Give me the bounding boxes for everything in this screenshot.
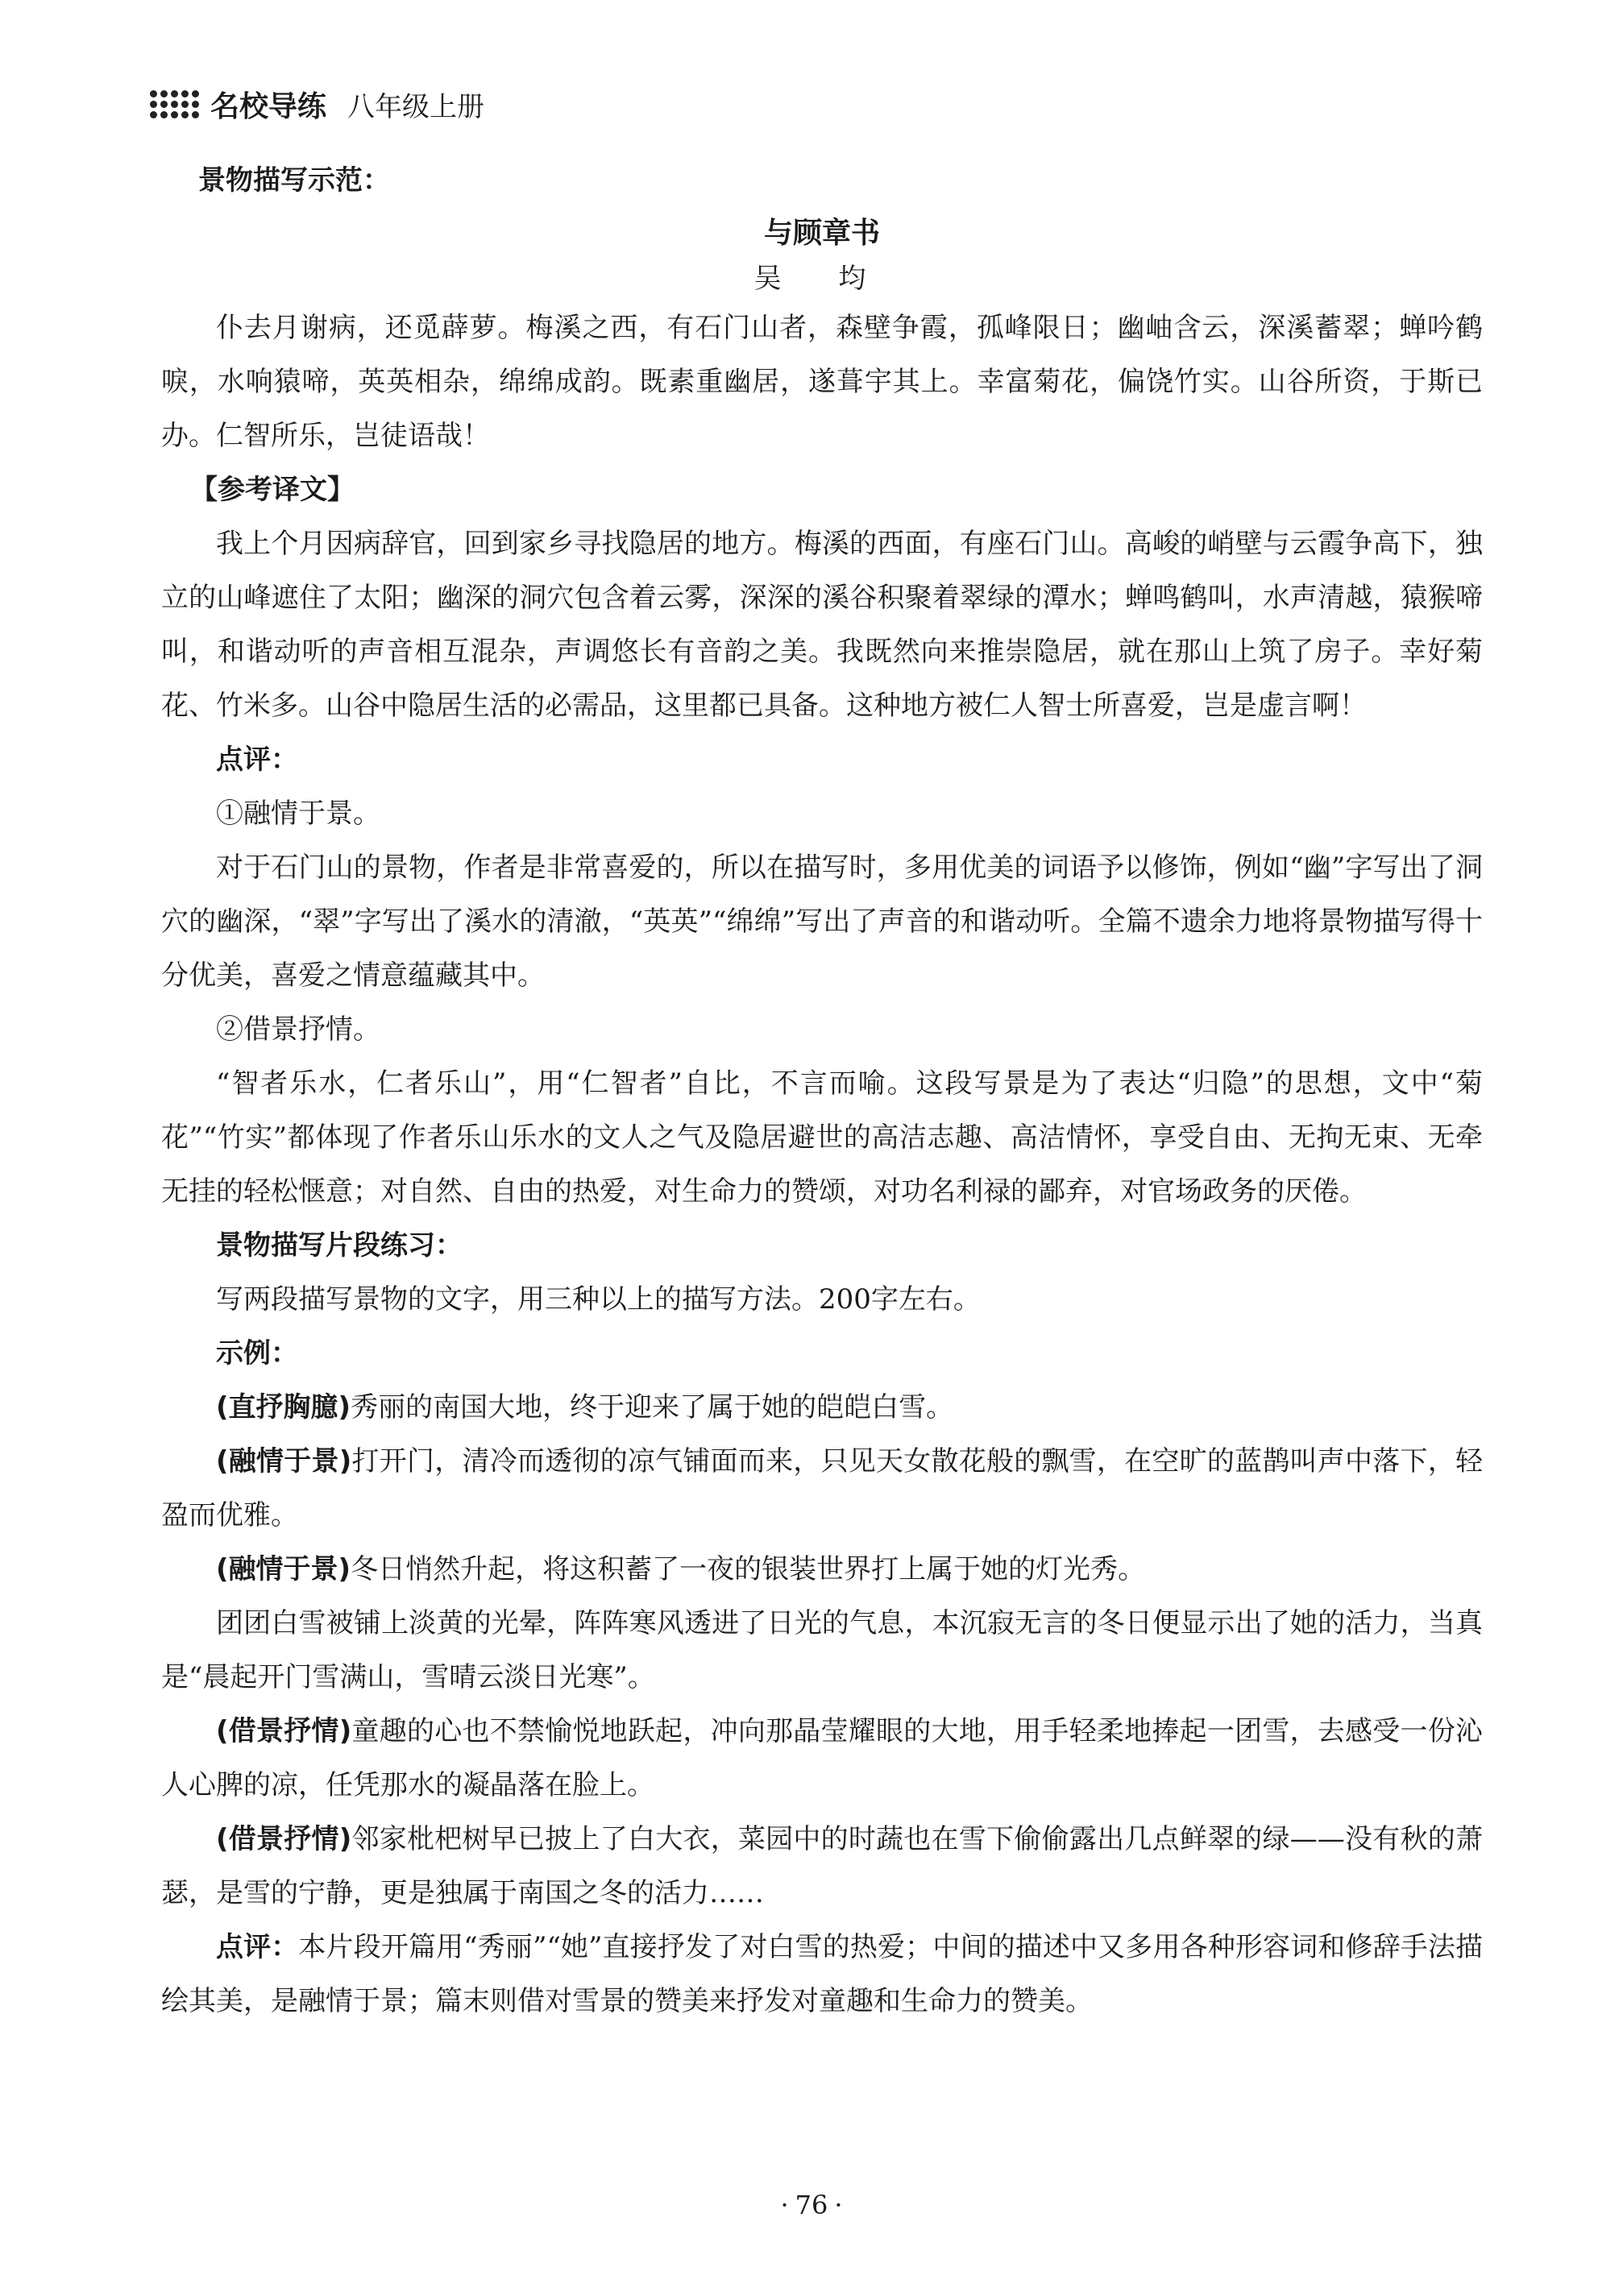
- final-comment-label: 点评：: [216, 1931, 299, 1963]
- example-paragraph: [161, 1813, 1483, 1921]
- example-paragraph: [161, 1705, 1483, 1813]
- example-text: 团团白雪被铺上淡黄的光晕，阵阵寒风透进了日光的气息，本沉寂无言的冬日便显示出了她的活力，当真是“晨起开门雪满山，雪晴云淡日光寒”。: [161, 1607, 1483, 1693]
- page-content: [161, 145, 1483, 2029]
- example-label-text: 示例：: [216, 1337, 298, 1370]
- example-text: 打开门，清冷而透彻的凉气铺面而来，只见天女散花般的飘雪，在空旷的蓝鹊叫声中落下，轻盈而优雅。: [161, 1445, 1483, 1531]
- comment-point1-title: ①融情于景。: [216, 798, 380, 830]
- dots-logo-icon: [150, 90, 199, 118]
- example-label: [161, 1327, 1483, 1381]
- essay-author: 吴 均: [753, 263, 890, 295]
- book-series-title: 名校导练: [210, 89, 327, 123]
- example-text: 冬日悄然升起，将这积蓄了一夜的银装世界打上属于她的灯光秀。: [351, 1553, 1146, 1585]
- example-paragraph: [161, 1435, 1483, 1543]
- example-text: 童趣的心也不禁愉悦地跃起，冲向那晶莹耀眼的大地，用手轻柔地捧起一团雪，去感受一份沁人心脾的凉，任凭那水的凝晶落在脸上。: [161, 1715, 1483, 1801]
- essay-title: 与顾章书: [763, 217, 880, 250]
- practice-task: 写两段描写景物的文字，用三种以上的描写方法。200字左右。: [216, 1283, 981, 1316]
- page-number: · 76 ·: [0, 2190, 1623, 2220]
- example-text: 秀丽的南国大地，终于迎来了属于她的皑皑白雪。: [351, 1391, 954, 1424]
- essay-text: 仆去月谢病，还觅薜萝。梅溪之西，有石门山者，森壁争霞，孤峰限日；幽岫含云，深溪蓄翠；蝉吟鹤唳，水响猿啼，英英相杂，绵绵成韵。既素重幽居，遂葺宇其上。幸富菊花，偏饶竹实。山谷所资，于斯已办。仁智所乐，岂徒语哉！: [161, 312, 1483, 452]
- section-title-practice: [161, 1219, 1483, 1273]
- example-text: 邻家枇杷树早已披上了白大衣，菜园中的时蔬也在雪下偷偷露出几点鲜翠的绿——没有秋的萧瑟，是雪的宁静，更是独属于南国之冬的活力……: [161, 1823, 1484, 1909]
- grade-label: 八年级上册: [347, 90, 485, 123]
- translation-text: 我上个月因病辞官，回到家乡寻找隐居的地方。梅溪的西面，有座石门山。高峻的峭壁与云霞争高下，独立的山峰遮住了太阳；幽深的洞穴包含着云雾，深深的溪谷积聚着翠绿的潭水；蝉鸣鹤叫，水声清越，猿猴啼叫，和谐动听的声音相互混杂，声调悠长有音韵之美。我既然向来推崇隐居，就在那山上筑了房子。幸好菊花、竹米多。山谷中隐居生活的必需品，这里都已具备。这种地方被仁人智士所喜爱，岂是虚言啊！: [161, 528, 1483, 722]
- page-header: [150, 84, 484, 124]
- example-tag: (直抒胸臆): [216, 1391, 351, 1424]
- translation-heading: 【参考译文】: [190, 474, 355, 506]
- section-title-demo: 景物描写示范：: [198, 164, 390, 197]
- example-paragraph: [161, 1597, 1483, 1705]
- example-tag: (借景抒情): [216, 1823, 352, 1855]
- example-paragraph: [161, 1381, 1483, 1435]
- comment-point2-title: ②借景抒情。: [216, 1013, 380, 1046]
- example-paragraph: [161, 1543, 1483, 1597]
- example-tag: (借景抒情): [216, 1715, 352, 1747]
- example-tag: (融情于景): [216, 1553, 351, 1585]
- comment-label-text: 点评：: [216, 744, 298, 776]
- final-comment-text: 本片段开篇用“秀丽”“她”直接抒发了对白雪的热爱；中间的描述中又多用各种形容词和修辞手法描绘其美，是融情于景；篇末则借对雪景的赞美来抒发对童趣和生命力的赞美。: [161, 1931, 1483, 2017]
- example-tag: (融情于景): [216, 1445, 352, 1477]
- comment-point2-text: “智者乐水，仁者乐山”，用“仁智者”自比，不言而喻。这段写景是为了表达“归隐”的思想，文中“菊花”“竹实”都体现了作者乐山乐水的文人之气及隐居避世的高洁志趣、高洁情怀，享受自由、无拘无束、无牵无挂的轻松惬意；对自然、自由的热爱，对生命力的赞颂，对功名利禄的鄙弃，对官场政务的厌倦。: [161, 1067, 1483, 1208]
- practice-title-text: 景物描写片段练习：: [216, 1229, 463, 1262]
- comment-point1-text: 对于石门山的景物，作者是非常喜爱的，所以在描写时，多用优美的词语予以修饰，例如“幽”字写出了洞穴的幽深，“翠”字写出了溪水的清澈，“英英”“绵绵”写出了声音的和谐动听。全篇不遗余力地将景物描写得十分优美，喜爱之情意蕴藏其中。: [161, 852, 1483, 992]
- final-comment: [161, 1921, 1483, 2029]
- comment-label: [161, 733, 1483, 787]
